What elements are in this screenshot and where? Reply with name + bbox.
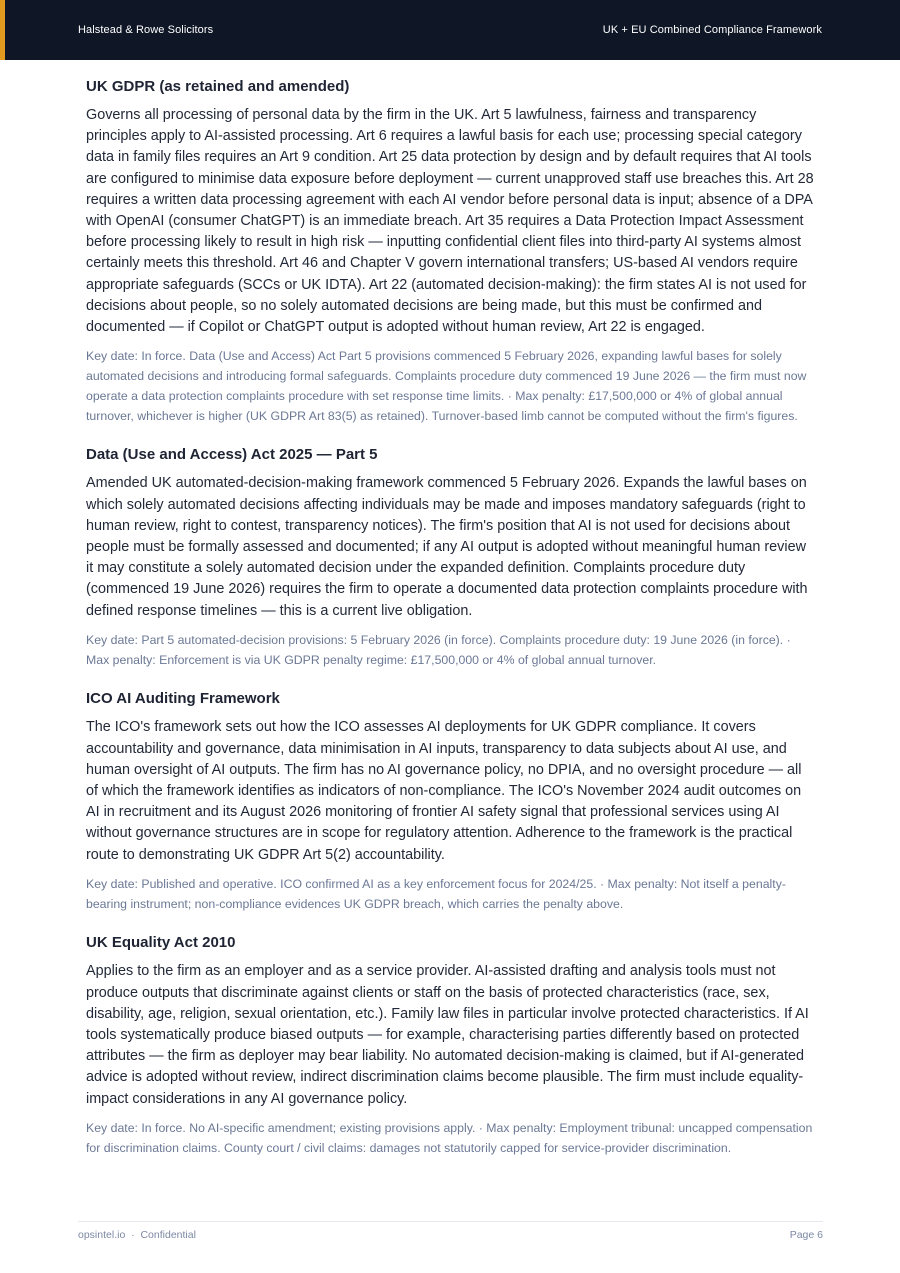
section-body: Applies to the firm as an employer and as a service provider. AI-assisted drafting and analysis tools must not produce outputs that discriminate against clients or staff on the basis of protected characteristics (race, sex, disability, age, religion, sexual orientation, etc.). Family law files in particular involve protected characteristics. If AI tools systematically produce biased outputs — for example, characterising parties differently based on protected attributes — the firm as deployer may bear liability. No automated decision-making is claimed, but if AI-generated advice is adopted without review, indirect discrimination claims become plausible. The firm must include equality-impact considerations in any AI governance policy. (86, 963, 809, 1107)
section-title: UK GDPR (as retained and amended) (86, 78, 350, 95)
section-body: Amended UK automated-decision-making framework commenced 5 February 2026. Expands the lawful bases on which solely automated decisions affecting individuals may be made and imposes mandatory safeguards (right to human review, right to contest, transparency notices). The firm's position that AI is not used for decisions about people must be formally assessed and documented; if any AI output is adopted without meaningful human review it may constitute a solely automated decision under the expanded definition. Complaints procedure duty (commenced 19 June 2026) requires the firm to operate a documented data protection complaints procedure with defined response timelines — this is a current live obligation. (86, 475, 808, 619)
section-body: The ICO's framework sets out how the ICO assesses AI deployments for UK GDPR compliance. It covers accountability and governance, data minimisation in AI inputs, transparency to data subjects about AI use, and human oversight of AI outputs. The firm has no AI governance policy, no DPIA, and no oversight procedure — all of which the framework identifies as indicators of non-compliance. The ICO's November 2024 audit outcomes on AI in recruitment and its August 2026 monitoring of frontier AI safety signal that professional services using AI without governance structures are in scope for regulatory attention. Adherence to the framework is the practical route to demonstrating UK GDPR Art 5(2) accountability. (86, 719, 802, 863)
section-title: ICO AI Auditing Framework (86, 690, 280, 708)
header-accent-bar (0, 0, 5, 60)
section-title: Data (Use and Access) Act 2025 — Part 5 (86, 446, 378, 464)
section-title: UK Equality Act 2010 (86, 934, 236, 952)
footer-site: opsintel.io (78, 1229, 126, 1241)
document-content (86, 77, 816, 1177)
page-footer (78, 1221, 823, 1241)
page-number: Page 6 (789, 1229, 823, 1241)
firm-name: Halstead & Rowe Solicitors (78, 24, 214, 36)
section-key-date: Key date: Part 5 automated-decision provisions: 5 February 2026 (in force). Complaints procedure duty: 19 June 2026 (in force). · Max penalty: Enforcement is via UK GDPR penalty regime: £17,500,000 or 4% of global annual turnover. (86, 632, 791, 667)
page-header (0, 0, 900, 60)
footer-separator: · (131, 1229, 135, 1241)
section-ico-framework (86, 689, 816, 914)
section-data-use-access-act (86, 445, 816, 670)
document-title: UK + EU Combined Compliance Framework (602, 24, 822, 36)
section-key-date: Key date: In force. No AI-specific amendment; existing provisions apply. · Max penalty: Employment tribunal: uncapped compensation for discrimination claims. County court / civil claims: damages not statutorily capped for service-provider discrimination. (86, 1120, 813, 1155)
section-uk-gdpr (86, 77, 816, 426)
footer-confidential: Confidential (140, 1229, 196, 1241)
section-body: Governs all processing of personal data by the firm in the UK. Art 5 lawfulness, fairness and transparency principles apply to AI-assisted processing. Art 6 requires a lawful basis for each use; processing special category data in family files requires an Art 9 condition. Art 25 data protection by design and by default requires that AI tools are configured to minimise data exposure before deployment — current unapproved staff use breaches this. Art 28 requires a written data processing agreement with each AI vendor before personal data is input; absence of a DPA with OpenAI (consumer ChatGPT) is an immediate breach. Art 35 requires a Data Protection Impact Assessment before processing likely to result in high risk — inputting confidential client files into third-party AI systems almost certainly meets this threshold. Art 46 and Chapter V govern international transfers; US-based AI vendors require appropriate safeguards (SCCs or UK IDTA). Art 22 (automated decision-making): the firm states AI is not used for decisions about people, so no solely automated decisions are being made, but this must be confirmed and documented — if Copilot or ChatGPT output is adopted without human review, Art 22 is engaged. (86, 107, 814, 336)
section-key-date: Key date: In force. Data (Use and Access) Act Part 5 provisions commenced 5 February 2026, expanding lawful bases for solely automated decisions and introducing formal safeguards. Complaints procedure duty commenced 19 June 2026 — the firm must now operate a data protection complaints procedure with set response time limits. · Max penalty: £17,500,000 or 4% of global annual turnover, whichever is higher (UK GDPR Art 83(5) as retained). Turnover-based limb cannot be computed without the firm's figures. (86, 349, 807, 423)
section-key-date: Key date: Published and operative. ICO confirmed AI as a key enforcement focus for 2024/25. · Max penalty: Not itself a penalty-bearing instrument; non-compliance evidences UK GDPR breach, which carries the penalty above. (86, 876, 786, 911)
footer-left (78, 1229, 196, 1241)
section-equality-act (86, 933, 816, 1158)
